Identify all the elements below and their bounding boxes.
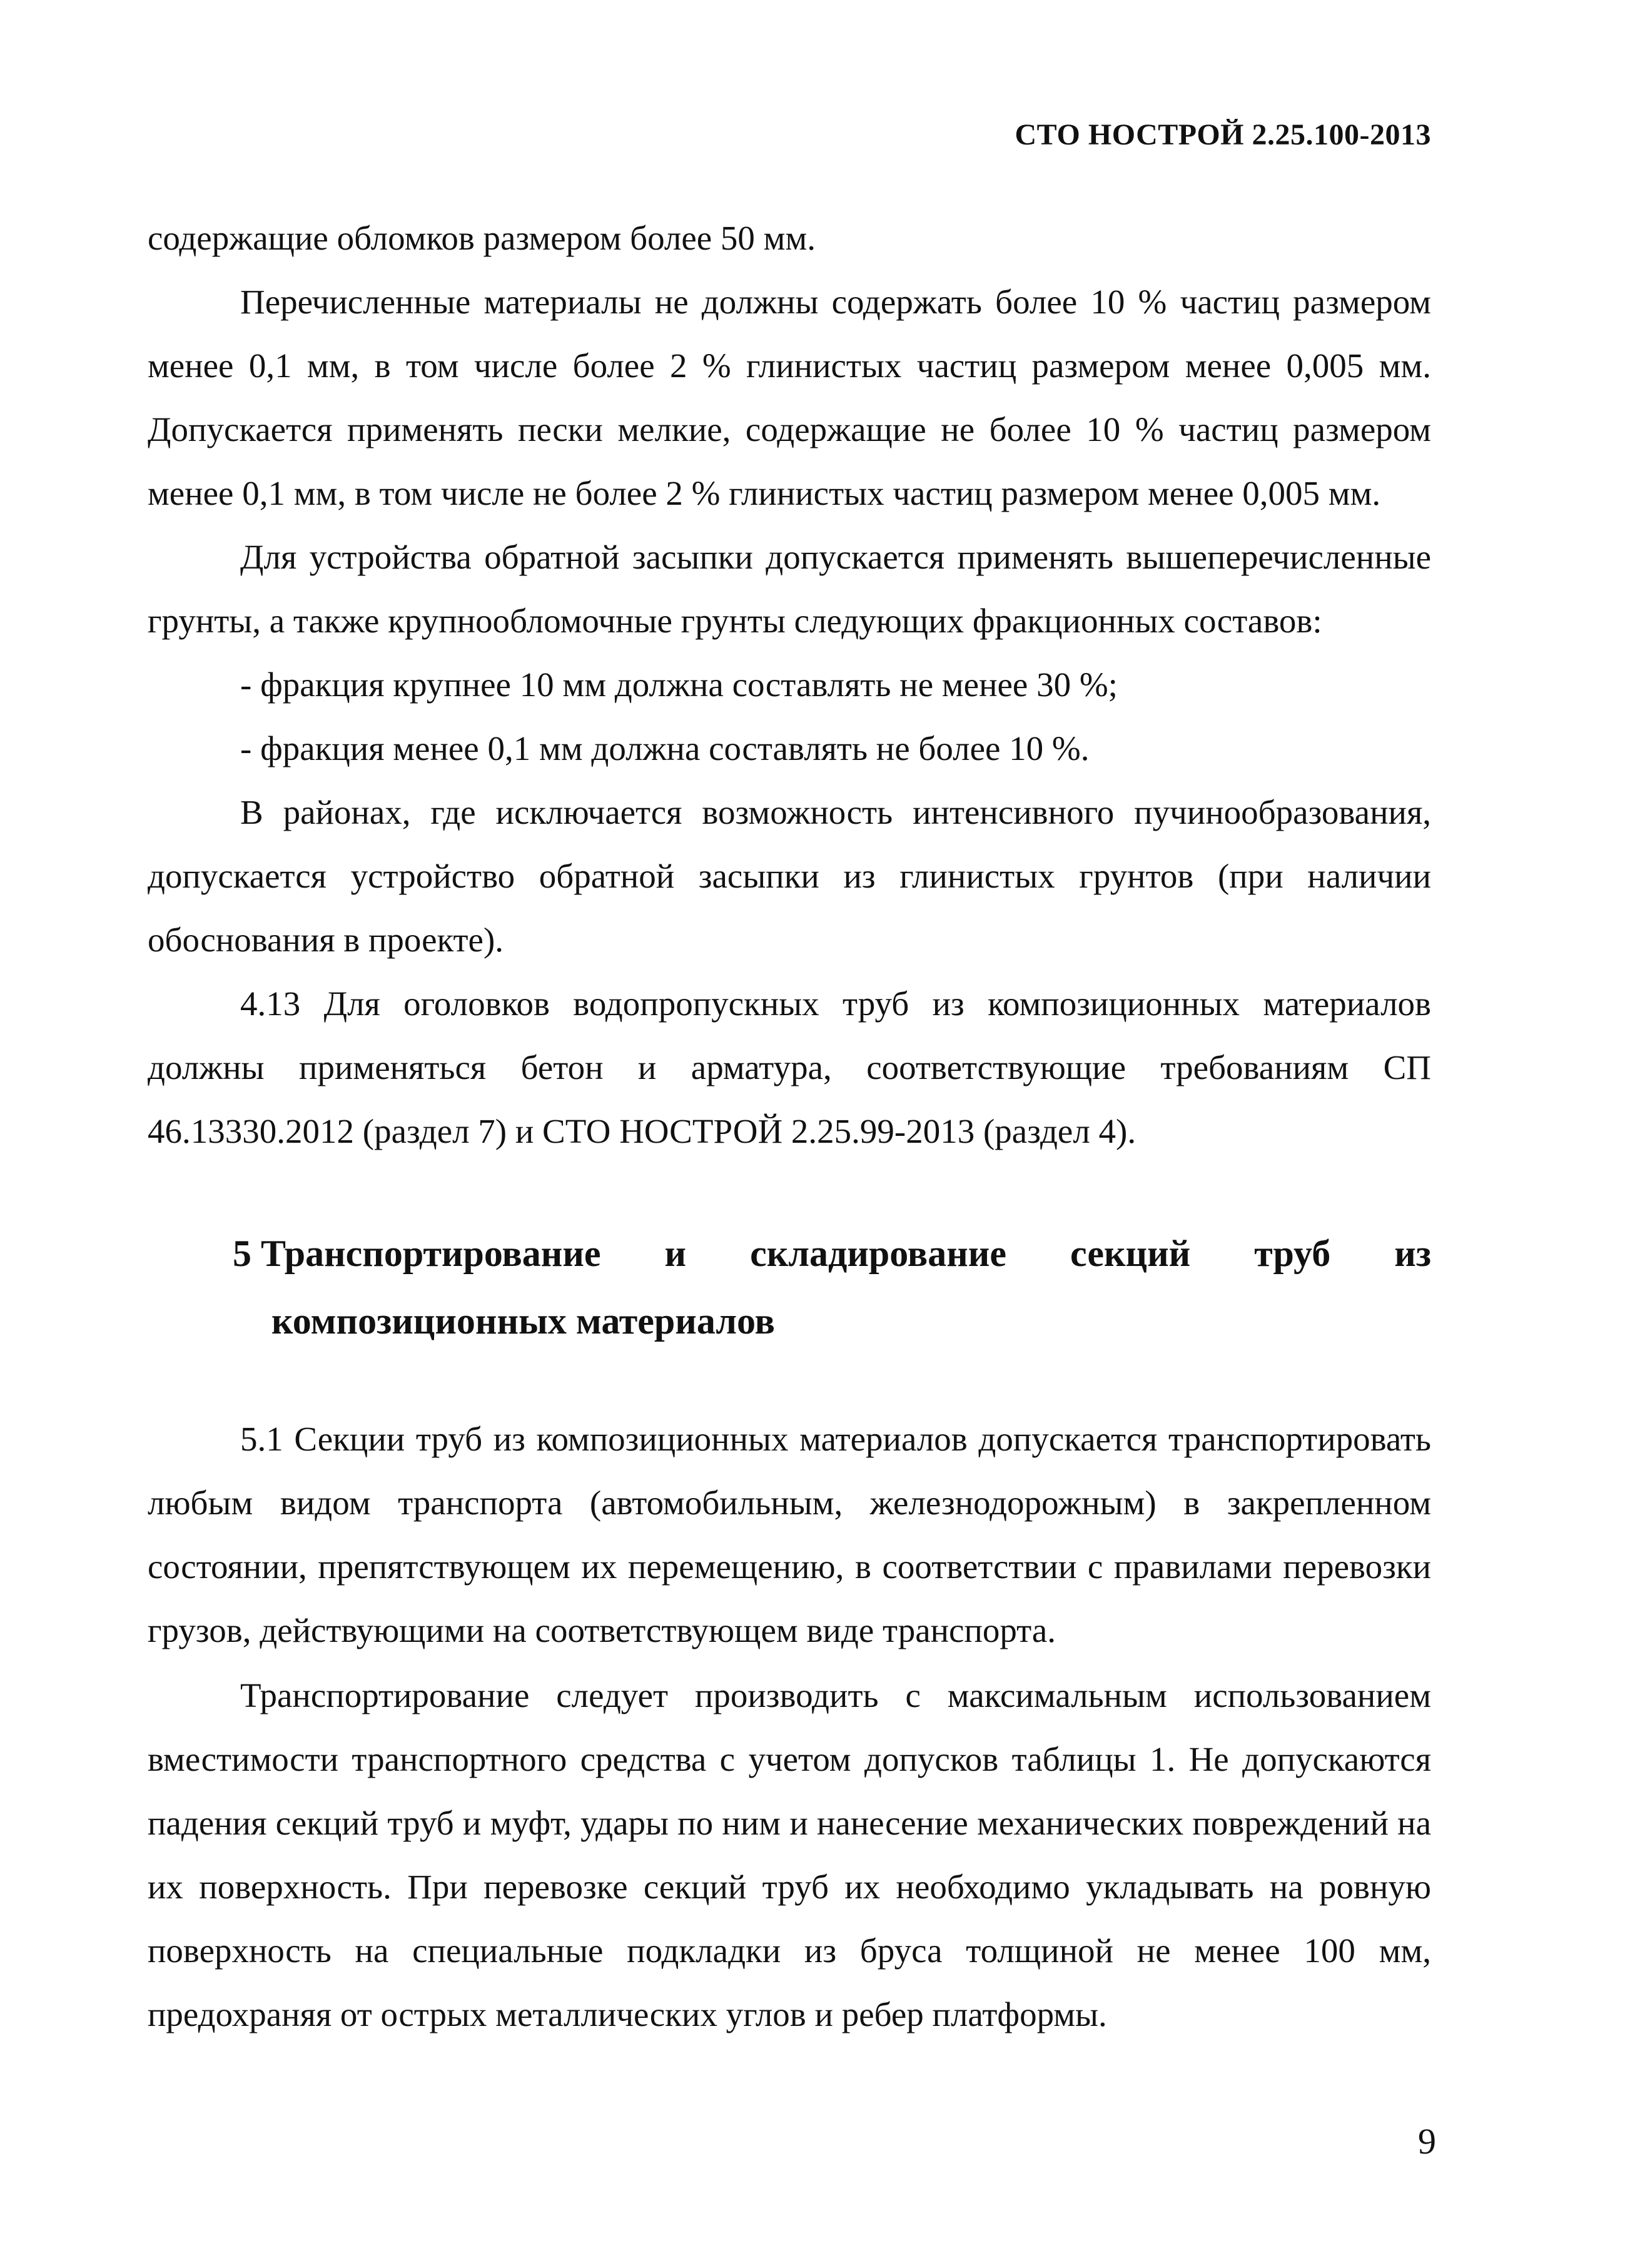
- body-text-bottom: [148, 1407, 1431, 2047]
- document-code-header: СТО НОСТРОЙ 2.25.100-2013: [1015, 118, 1431, 151]
- paragraph: 5.1 Секции труб из композиционных материалов допускается транспортировать любым видом транспорта (автомобильным, железнодорожным) в закрепленном состоянии, препятствующем их перемещению, в соответствии с правилами перевозки грузов, действующими на соответствующем виде транспорта.: [148, 1420, 1431, 1649]
- list-item: - фракция менее 0,1 мм должна составлять не более 10 %.: [240, 729, 1090, 767]
- heading-word: из: [1394, 1233, 1431, 1274]
- section-heading-line-1: [233, 1220, 1431, 1287]
- heading-word: складирование: [750, 1233, 1006, 1274]
- body-text-top: [148, 206, 1431, 1163]
- paragraph: содержащие обломков размером более 50 мм.: [148, 219, 816, 257]
- heading-word: и: [664, 1233, 687, 1274]
- paragraph: В районах, где исключается возможность интенсивного пучинообразования, допускается устройство обратной засыпки из глинистых грунтов (при наличии обоснования в проекте).: [148, 793, 1431, 959]
- heading-word: секций: [1070, 1233, 1191, 1274]
- paragraph: Для устройства обратной засыпки допускается применять вышеперечисленные грунты, а также крупнообломочные грунты следующих фракционных составов:: [148, 538, 1431, 640]
- section-heading-line-2: композиционных материалов: [271, 1300, 775, 1342]
- paragraph: 4.13 Для оголовков водопропускных труб из композиционных материалов должны применяться бетон и арматура, соответствующие требованиям СП 46.13330.2012 (раздел 7) и СТО НОСТРОЙ 2.25.99-2013 (раздел 4).: [148, 985, 1431, 1150]
- heading-word: труб: [1254, 1233, 1331, 1274]
- heading-word: 5 Транспортирование: [233, 1233, 601, 1274]
- section-heading: [233, 1220, 1431, 1355]
- page-number: 9: [1418, 2121, 1436, 2162]
- paragraph: Перечисленные материалы не должны содержать более 10 % частиц размером менее 0,1 мм, в том числе более 2 % глинистых частиц размером менее 0,005 мм. Допускается применять пески мелкие, содержащие не более 10 % частиц размером менее 0,1 мм, в том числе не более 2 % глинистых частиц размером менее 0,005 мм.: [148, 283, 1431, 512]
- list-item: - фракция крупнее 10 мм должна составлять не менее 30 %;: [240, 666, 1118, 704]
- paragraph: Транспортирование следует производить с максимальным использованием вместимости транспортного средства с учетом допусков таблицы 1. Не допускаются падения секций труб и муфт, удары по ним и нанесение механических повреждений на их поверхность. При перевозке секций труб их необходимо укладывать на ровную поверхность на специальные подкладки из бруса толщиной не менее 100 мм, предохраняя от острых металлических углов и ребер платформы.: [148, 1676, 1431, 2033]
